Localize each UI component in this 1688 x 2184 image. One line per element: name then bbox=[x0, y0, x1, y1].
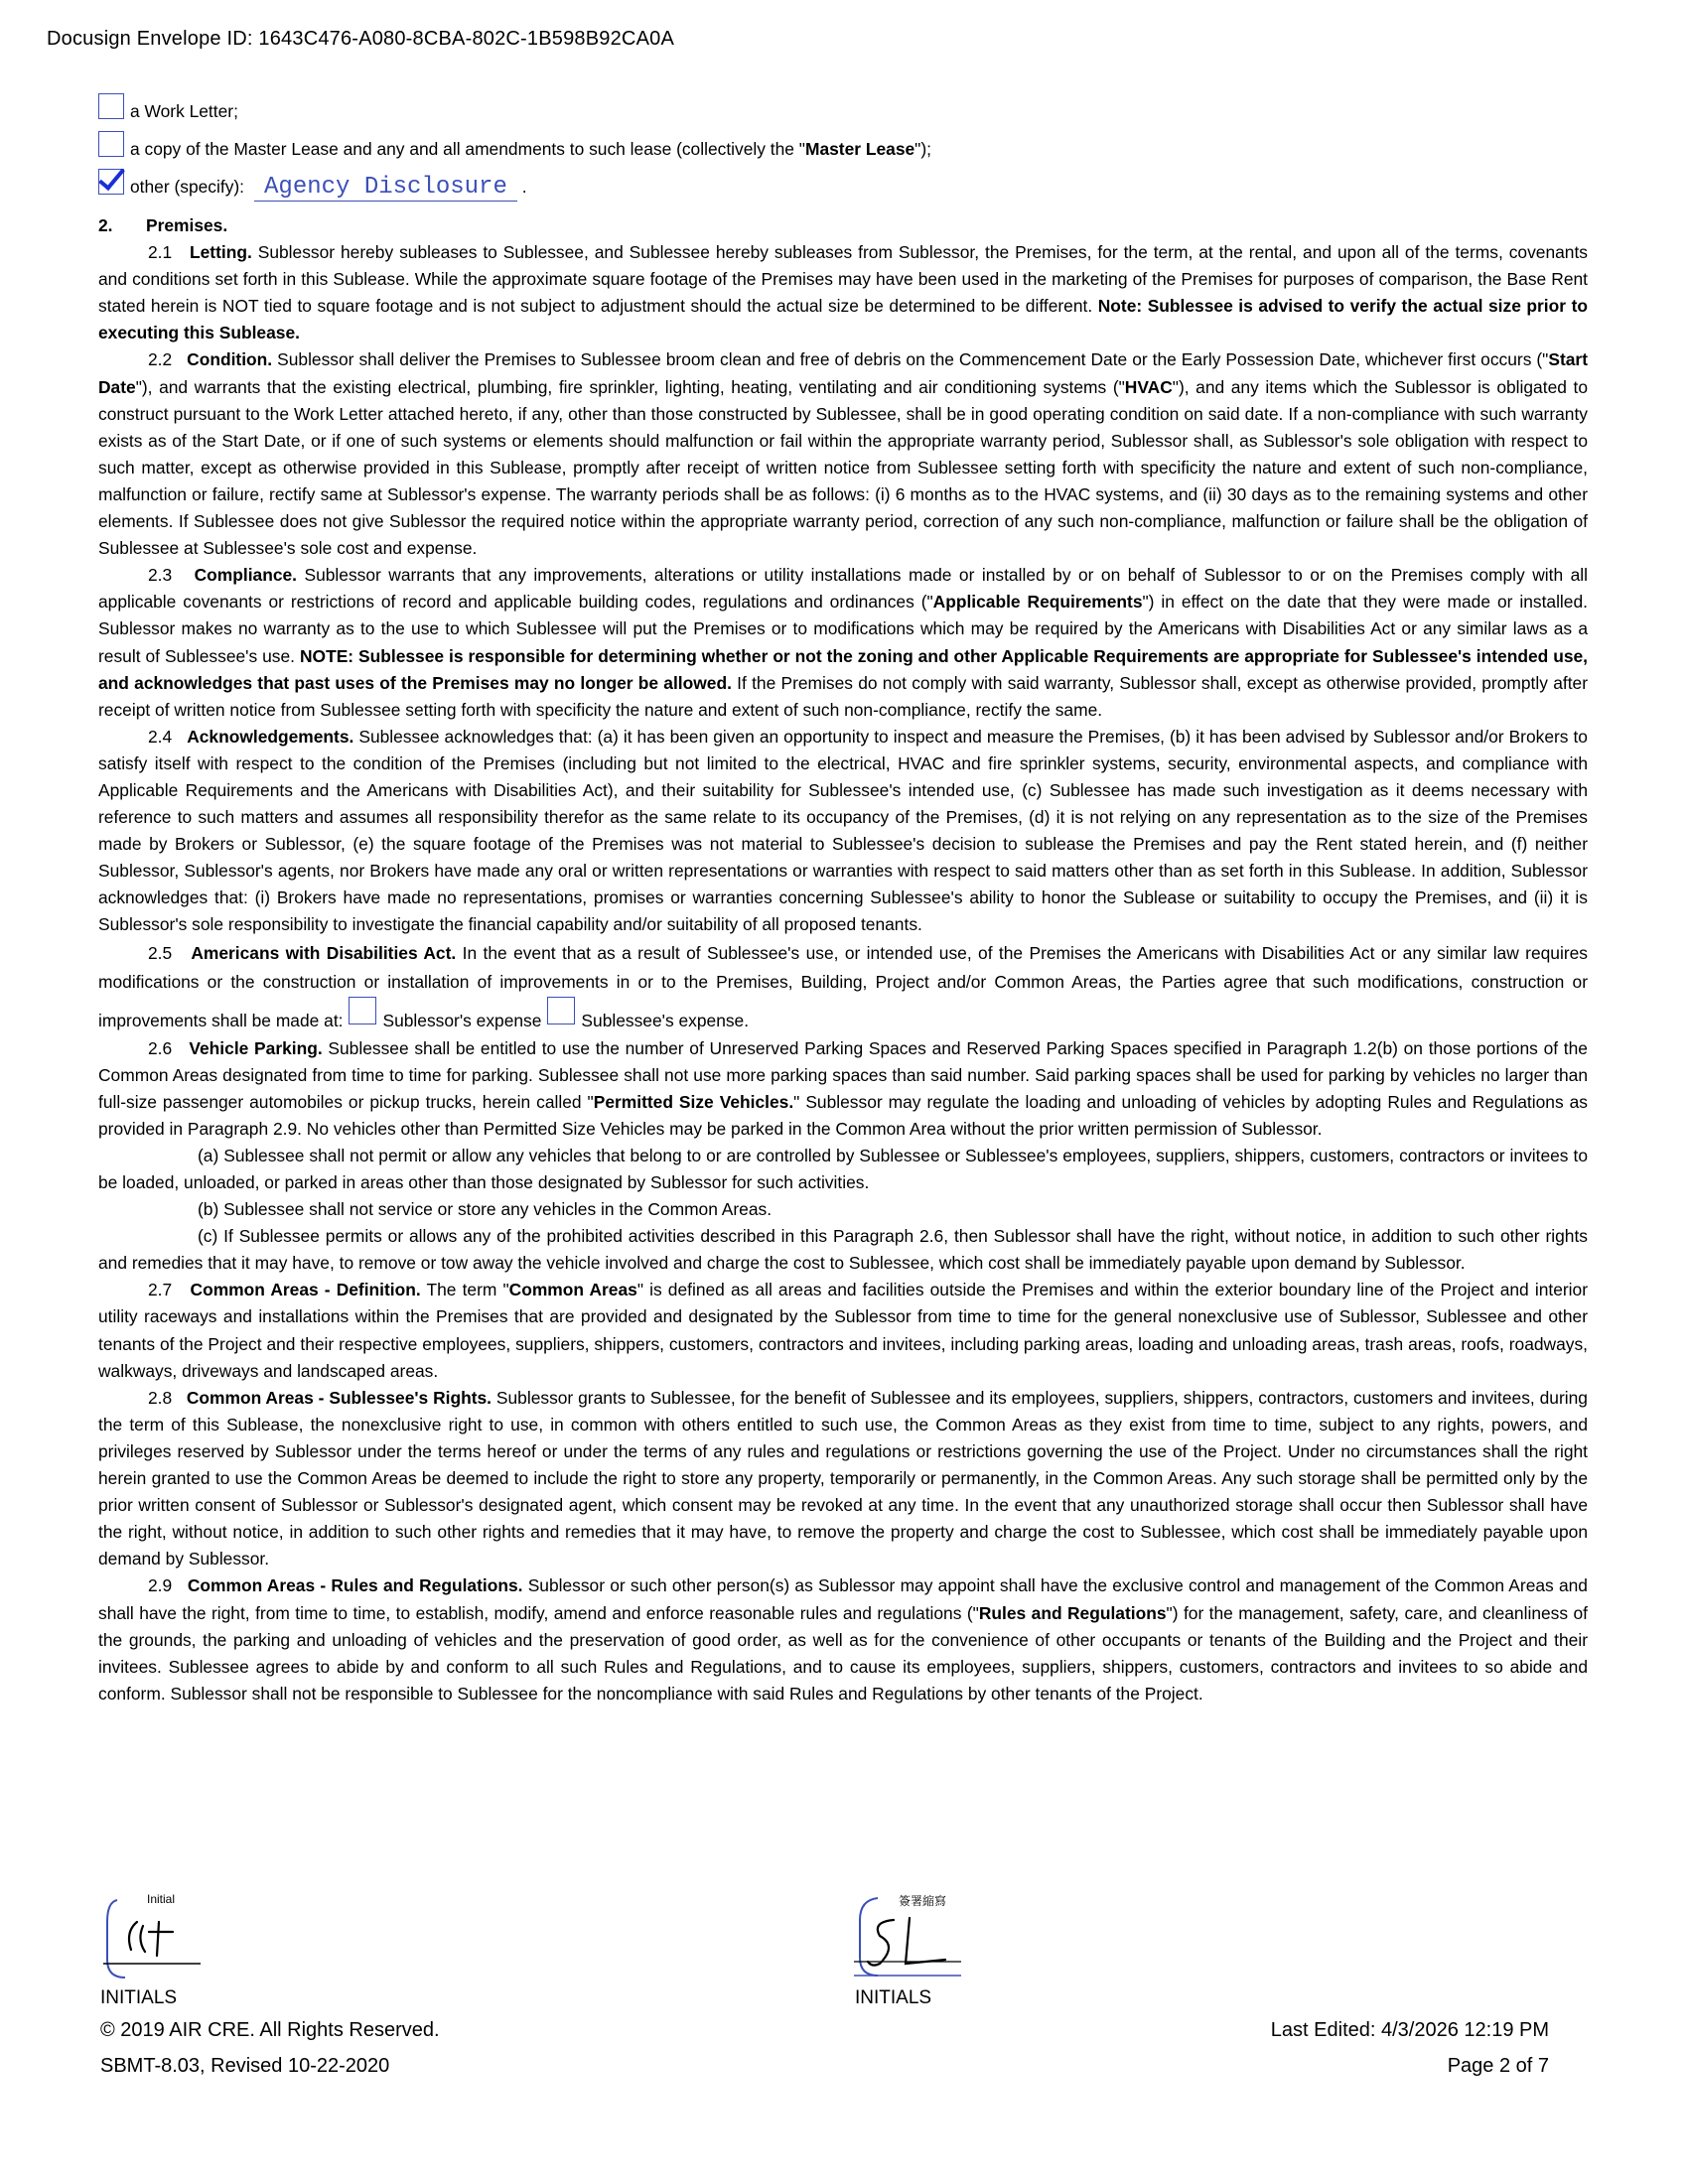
p22-head: Condition. bbox=[187, 349, 273, 370]
p28-num: 2.8 bbox=[148, 1387, 173, 1408]
footer-form-number: SBMT-8.03, Revised 10-22-2020 bbox=[100, 2055, 390, 2077]
p23-t1: Sublessor warrants that any improvements, alterations or utility installations made or installed by or on behalf of Sublessor to or on the Premises comply with all applicable covenants or restrictions of record and applicable building codes, regulations and ordinances (" bbox=[98, 565, 1588, 613]
paragraph-2-8 bbox=[98, 1385, 1588, 1573]
left-initials-label: INITIALS bbox=[100, 1987, 178, 2008]
other-suffix: . bbox=[521, 177, 527, 197]
left-initials-stamp: Initial bbox=[147, 1892, 176, 1906]
paragraph-2-3 bbox=[98, 562, 1588, 724]
p28-head: Common Areas - Sublessee's Rights. bbox=[186, 1387, 492, 1408]
sublessor-expense-label: Sublessor's expense bbox=[382, 1010, 542, 1030]
work-letter-label: a Work Letter; bbox=[130, 101, 238, 121]
master-lease-label-bold: Master Lease bbox=[804, 139, 915, 159]
paragraph-2-6-a: (a) Sublessee shall not permit or allow any vehicles that belong to or are controlled by Sublessee or Sublessee's employees, suppliers, shippers, customers, contractors or invitees to be loaded, unloaded, or parked in areas other than those designated by Sublessor for such activities. bbox=[98, 1145, 1588, 1192]
p25-text: In the event that as a result of Sublessee's use, or intended use, of the Premises the Americans with Disabilities Act or any similar law requires modifications or the construction or installation of improvements in or to the Premises, Building, Project and/or Common Areas, the Parties agree that such modifications, construction or improvements shall be made at: bbox=[98, 942, 1589, 1030]
p23-t2: ") in effect on the date that they were made or installed. Sublessor makes no warranty as to the use to which Sublessee will put the Premises or to modifications which may be required by the Americans with Disabilities Act or any similar laws as a result of Sublessee's use. bbox=[98, 592, 1588, 666]
p22-b1: Start Date bbox=[98, 349, 1588, 397]
master-lease-label-post: "); bbox=[914, 139, 931, 159]
p22-t3: "), and any items which the Sublessor is obligated to construct pursuant to the Work Letter attached hereto, if any, other than those constructed by Sublessee, shall be in good operating condition on said date. If a non-compliance with such warranty exists as of the Start Date, or if one of such systems or elements should malfunction or fail within the appropriate warranty period, Sublessor shall, as Sublessor's sole obligation with respect to such matter, except as otherwise provided in this Sublease, promptly after receipt of written notice from Sublessee setting forth with specificity the nature and extent of such non-compliance, malfunction or failure, rectify same at Sublessor's expense. The warranty periods shall be as follows: (i) 6 months as to the HVAC systems, and (ii) 30 days as to the remaining systems and other elements. If Sublessee does not give Sublessor the required notice within the appropriate warranty period, correction of any such non-compliance, malfunction or failure shall be the obligation of Sublessee at Sublessee's sole cost and expense. bbox=[98, 376, 1588, 559]
paragraph-2-9 bbox=[98, 1572, 1588, 1706]
p21-head: Letting. bbox=[189, 242, 252, 263]
p27-head: Common Areas - Definition. bbox=[190, 1280, 421, 1300]
paragraph-2-5 bbox=[98, 939, 1588, 1035]
p25-num: 2.5 bbox=[148, 942, 173, 963]
p26-num: 2.6 bbox=[148, 1037, 173, 1058]
other-specify-field[interactable]: Agency Disclosure bbox=[254, 175, 517, 202]
checklist-item-other bbox=[98, 169, 1588, 206]
envelope-id: Docusign Envelope ID: 1643C476-A080-8CBA-802C-1B598B92CA0A bbox=[47, 28, 674, 50]
paragraph-2-2 bbox=[98, 346, 1588, 562]
master-lease-checkbox[interactable] bbox=[98, 131, 124, 157]
section-title: Premises. bbox=[146, 215, 228, 235]
p26-b1: Permitted Size Vehicles. bbox=[593, 1091, 794, 1112]
p27-t1: The term " bbox=[426, 1280, 509, 1300]
p24-head: Acknowledgements. bbox=[187, 726, 354, 747]
sublessor-expense-checkbox[interactable] bbox=[349, 997, 376, 1024]
p21-text: Sublessor hereby subleases to Sublessee, and Sublessee hereby subleases from Sublessor, the Premises, for the term, at the rental, and upon all of the terms, covenants and conditions set forth in this Sublease. While the approximate square footage of the Premises may have been used in the marketing of the Premises for purposes of comparison, the Base Rent stated herein is NOT tied to square footage and is not subject to adjustment should the actual size be determined to be different. bbox=[98, 242, 1588, 317]
paragraph-2-1 bbox=[98, 239, 1588, 346]
p23-t3: If the Premises do not comply with said warranty, Sublessor shall, except as otherwise provided, promptly after receipt of written notice from Sublessee setting forth with specificity the nature and extent of such non-compliance, rectify the same. bbox=[98, 672, 1588, 720]
p29-head: Common Areas - Rules and Regulations. bbox=[187, 1575, 523, 1596]
p27-b1: Common Areas bbox=[508, 1280, 637, 1300]
p22-b2: HVAC bbox=[1124, 376, 1173, 397]
p22-t1: Sublessor shall deliver the Premises to Sublessee broom clean and free of debris on the Commencement Date or the Early Possession Date, whichever first occurs (" bbox=[277, 349, 1549, 370]
p23-b2: NOTE: Sublessee is responsible for determining whether or not the zoning and other Applicable Requirements are appropriate for Sublessee's intended use, and acknowledges that past uses of the Premises may no longer be allowed. bbox=[98, 645, 1589, 693]
p21-note: Note: Sublessee is advised to verify the actual size prior to executing this Sublease. bbox=[98, 296, 1588, 343]
footer-last-edited: Last Edited: 4/3/2026 12:19 PM bbox=[1270, 2019, 1549, 2041]
paragraph-2-6 bbox=[98, 1035, 1588, 1143]
p27-num: 2.7 bbox=[148, 1280, 173, 1300]
p24-text: Sublessee acknowledges that: (a) it has been given an opportunity to inspect and measure the Premises, (b) it has been advised by Sublessor and/or Brokers to satisfy itself with respect to the condition of the Premises (including but not limited to the electrical, HVAC and fire sprinkler systems, security, environmental aspects, and compliance with Applicable Requirements and the Americans with Disabilities Act), and their suitability for Sublessee's intended use, (c) Sublessee has made such investigation as it deems necessary with reference to such matters and assumes all responsibility therefor as the same relate to its occupancy of the Premises, (d) it is not relying on any representation as to the size of the Premises made by Brokers or Sublessor, (e) the square footage of the Premises was not material to Sublessee's decision to sublease the Premises and pay the Rent stated herein, and (f) neither Sublessor, Sublessor's agents, nor Brokers have made any oral or written representations or warranties with respect to said matters other than as set forth in this Sublease. In addition, Sublessor acknowledges that: (i) Brokers have made no representations, promises or warranties concerning Sublessee's ability to honor the Sublease or suitability to occupy the Premises, and (ii) it is Sublessor's sole responsibility to investigate the financial capability and/or suitability of all proposed tenants. bbox=[98, 726, 1588, 935]
p26-t1: Sublessee shall be entitled to use the number of Unreserved Parking Spaces and Reserved Parking Spaces specified in Paragraph 1.2(b) on those portions of the Common Areas designated from time to time for parking. Sublessee shall not use more parking spaces than said number. Said parking spaces shall be used for parking by vehicles no larger than full-size passenger automobiles or pickup trucks, herein called " bbox=[98, 1037, 1588, 1112]
p29-b1: Rules and Regulations bbox=[978, 1602, 1167, 1623]
paragraph-2-6-c: (c) If Sublessee permits or allows any of the prohibited activities described in this Paragraph 2.6, then Sublessor shall have the right, without notice, in addition to such other rights and remedies that it may have, to remove or tow away the vehicle involved and charge the cost to Sublessee, which cost shall be immediately payable upon demand by Sublessor. bbox=[98, 1226, 1588, 1274]
p25-head: Americans with Disabilities Act. bbox=[191, 942, 457, 963]
p23-b1: Applicable Requirements bbox=[932, 592, 1143, 613]
p21-num: 2.1 bbox=[148, 242, 173, 263]
p22-t2: "), and warrants that the existing electrical, plumbing, fire sprinkler, lighting, heating, ventilating and air conditioning systems (" bbox=[135, 376, 1125, 397]
paragraph-2-7 bbox=[98, 1277, 1588, 1384]
p27-t2: " is defined as all areas and facilities outside the Premises and within the exterior boundary line of the Project and interior utility raceways and installations within the Premises that are provided and designated by the Sublessor from time to time for the general nonexclusive use of Sublessor, Sublessee and other tenants of the Project and their respective employees, suppliers, shippers, customers, contractors and invitees, including parking areas, loading and unloading areas, trash areas, roofs, roadways, walkways, driveways and landscaped areas. bbox=[98, 1280, 1588, 1381]
checklist-item-work-letter bbox=[98, 93, 1588, 131]
sublessee-expense-label: Sublessee's expense. bbox=[581, 1010, 750, 1030]
p24-num: 2.4 bbox=[148, 726, 173, 747]
p23-num: 2.3 bbox=[148, 565, 173, 586]
p22-num: 2.2 bbox=[148, 349, 173, 370]
work-letter-checkbox[interactable] bbox=[98, 93, 124, 119]
footer-copyright: © 2019 AIR CRE. All Rights Reserved. bbox=[100, 2019, 440, 2041]
p23-head: Compliance. bbox=[194, 565, 297, 586]
p26-t2: " Sublessor may regulate the loading and unloading of vehicles by adopting Rules and Regulations as provided in Paragraph 2.9. No vehicles other than Permitted Size Vehicles may be parked in the Common Area without the prior written permission of Sublessor. bbox=[98, 1091, 1588, 1139]
p29-num: 2.9 bbox=[148, 1575, 173, 1596]
footer-page-number: Page 2 of 7 bbox=[1447, 2055, 1549, 2077]
paragraph-2-6-b: (b) Sublessee shall not service or store any vehicles in the Common Areas. bbox=[198, 1199, 773, 1220]
p28-text: Sublessor grants to Sublessee, for the benefit of Sublessee and its employees, suppliers, shippers, contractors, customers and invitees, during the term of this Sublease, the nonexclusive right to use, in common with others entitled to such use, the Common Areas as they exist from time to time, subject to any rights, powers, and privileges reserved by Sublessor under the terms hereof or under the terms of any rules and regulations or restrictions governing the use of the Project. Under no circumstances shall the right herein granted to use the Common Areas be deemed to include the right to store any property, temporarily or permanently, in the Common Areas. Any such storage shall be permitted only by the prior written consent of Sublessor or Sublessor's designated agent, which consent may be revoked at any time. In the event that any unauthorized storage shall occur then Sublessor shall have the right, without notice, in addition to such other rights and remedies that it may have, to remove the property and charge the cost to Sublessee, which cost shall be immediately payable upon demand by Sublessor. bbox=[98, 1387, 1588, 1570]
right-initials-stamp: 簽署縮寫 bbox=[899, 1894, 947, 1908]
section-number: 2. bbox=[98, 215, 113, 235]
master-lease-label-pre: a copy of the Master Lease and any and all amendments to such lease (collectively the " bbox=[130, 139, 805, 159]
document-body bbox=[98, 93, 1588, 1707]
right-initials-label: INITIALS bbox=[855, 1987, 932, 2008]
p29-t1: Sublessor or such other person(s) as Sublessor may appoint shall have the exclusive control and management of the Common Areas and shall have the right, from time to time, to establish, modify, amend and enforce reasonable rules and regulations (" bbox=[98, 1575, 1588, 1623]
checklist-item-master-lease bbox=[98, 131, 1588, 169]
paragraph-2-4 bbox=[98, 724, 1588, 939]
section-heading bbox=[98, 212, 1588, 239]
other-label: other (specify): bbox=[130, 177, 245, 197]
p26-head: Vehicle Parking. bbox=[189, 1037, 323, 1058]
p29-t2: ") for the management, safety, care, and cleanliness of the grounds, the parking and unloading of vehicles and the preservation of good order, as well as for the convenience of other occupants or tenants of the Building and the Project and their invitees. Sublessee agrees to abide by and conform to all such Rules and Regulations, and to cause its employees, suppliers, shippers, customers, contractors and invitees to so abide and conform. Sublessor shall not be responsible to Sublessee for the noncompliance with said Rules and Regulations by other tenants of the Project. bbox=[98, 1602, 1588, 1704]
sublessee-expense-checkbox[interactable] bbox=[547, 997, 575, 1024]
other-checkbox[interactable] bbox=[98, 169, 124, 195]
